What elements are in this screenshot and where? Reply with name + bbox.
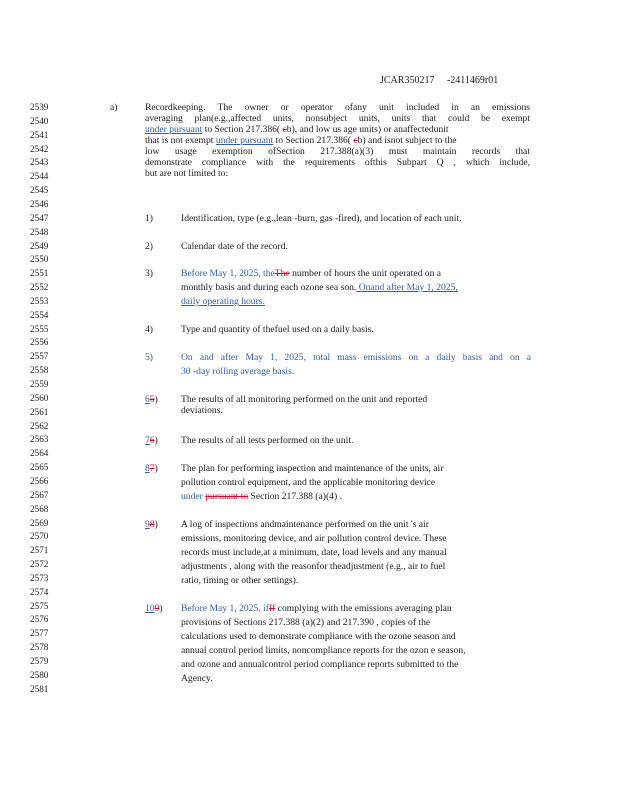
line-number: 2572	[30, 559, 49, 570]
item-text: ratio, timing or other settings).	[181, 575, 299, 586]
item-text: monthly basis and during each ozone sea son. Onand after May 1, 2025,	[181, 282, 458, 293]
inserted-text: under pursuant	[215, 135, 274, 146]
item-text	[181, 296, 265, 307]
line-number: 2545	[30, 185, 49, 196]
item-text: A log of inspections andmaintenance performed on the unit 's air	[181, 519, 429, 530]
line-number: 2542	[30, 143, 49, 154]
document-header	[380, 75, 498, 86]
line-number: 2573	[30, 572, 49, 583]
line-number: 2578	[30, 642, 49, 653]
item-text: 30 -day rolling average basis.	[181, 366, 295, 377]
item-number: 76)	[145, 435, 158, 446]
line-number: 2566	[30, 475, 49, 486]
deleted-text: If	[268, 603, 276, 614]
item-number: 109)	[145, 603, 163, 614]
inserted-text: Before May 1, 2025, if	[181, 603, 269, 614]
line-number: 2568	[30, 503, 49, 514]
item-text: provisions of Sections 217.388 (a)(2) and 217.390 , copies of the	[181, 617, 431, 628]
line-number: 2554	[30, 309, 49, 320]
item-text: records must include,at a minimum, date, load levels and any manual	[181, 547, 447, 558]
line-number: 2561	[30, 406, 49, 417]
item-text: Calendar date of the record.	[181, 241, 288, 252]
line-number: 2579	[30, 656, 49, 666]
item-text: under pursuant to Section 217.388 (a)(4) .	[181, 491, 342, 502]
line-number: 2546	[30, 198, 49, 209]
item-number: 87)	[145, 463, 158, 474]
item-number: 5)	[145, 352, 153, 363]
line-number: 2576	[30, 614, 49, 625]
line-number: 2541	[30, 129, 49, 140]
line-number: 2565	[30, 462, 49, 473]
item-text: emissions, monitoring device, and air pollution control device. These	[181, 533, 447, 544]
line-number: 2556	[30, 337, 49, 348]
inserted-text: under pursuant	[145, 124, 203, 135]
line-number: 2547	[30, 212, 49, 223]
line-number: 2555	[30, 323, 49, 334]
line-number: 2567	[30, 489, 49, 500]
section-marker: a)	[110, 102, 118, 113]
item-text: Identification, type (e.g.,lean -burn, gas -fired), and location of each unit.	[181, 213, 462, 224]
line-number: 2581	[30, 683, 49, 694]
item-number: 4)	[145, 324, 153, 335]
inserted-text: under	[181, 491, 206, 502]
item-number: 3)	[145, 268, 153, 279]
item-text: The results of all monitoring performed on the unit and reported	[181, 394, 428, 405]
intro-line: but are not limited to:	[145, 168, 229, 179]
deleted-text: c	[353, 135, 358, 146]
line-number: 2580	[30, 669, 49, 680]
line-number: 2577	[30, 628, 49, 639]
line-number: 2557	[30, 351, 49, 362]
item-text: The plan for performing inspection and maintenance of the units, air	[181, 463, 444, 474]
deleted-text: pursuant to	[205, 491, 249, 502]
intro-line: that is not exempt under pursuant to Section 217.386( cb) and isnot subject to the	[145, 135, 457, 146]
intro-line: demonstrate compliance with the requirements ofthis Subpart Q , which include,	[145, 157, 530, 168]
item-text: Before May 1, 2025, ifIf complying with the emissions averaging plan	[181, 603, 452, 614]
line-number: 2560	[30, 392, 49, 403]
line-number: 2569	[30, 517, 49, 528]
line-number: 2540	[30, 115, 49, 126]
item-number: 1)	[145, 213, 153, 224]
item-text: Agency.	[181, 673, 213, 684]
line-number: 2549	[30, 240, 49, 251]
intro-line: Recordkeeping. The owner or operator ofany unit included in an emissions	[145, 102, 530, 113]
item-text: adjustments , along with the reasonfor theadjustment (e.g., air to fuel	[181, 561, 446, 572]
inserted-text: Onand after May 1, 2025,	[356, 282, 458, 293]
line-number: 2571	[30, 545, 49, 556]
intro-line: low usage exemption ofSection 217.388(a)(3) must maintain records that	[145, 146, 530, 157]
item-number: 65)	[145, 394, 158, 405]
line-number: 2562	[30, 420, 49, 431]
item-text: and ozone and annualcontrol period compliance reports submitted to the	[181, 659, 459, 670]
item-text: The results of all tests performed on the unit.	[181, 435, 354, 446]
line-number: 2558	[30, 365, 49, 376]
line-number: 2539	[30, 102, 49, 112]
inserted-text: Before May 1, 2025, the	[181, 268, 275, 279]
inserted-text: daily operating hours.	[181, 296, 265, 307]
item-number: 98)	[145, 519, 158, 530]
item-text: On and after May 1, 2025, total mass emissions on a daily basis and on a	[181, 352, 531, 363]
line-number: 2574	[30, 586, 49, 597]
line-number: 2564	[30, 448, 49, 459]
deleted-text: The	[274, 268, 290, 279]
line-number: 2575	[30, 600, 49, 611]
item-text: Before May 1, 2025, theThe number of hours the unit operated on a	[181, 268, 442, 279]
line-number: 2559	[30, 379, 49, 389]
deleted-text: c	[282, 124, 287, 135]
doc-id: JCAR350217	[380, 75, 435, 86]
line-number: 2553	[30, 295, 49, 306]
line-number: 2544	[30, 171, 49, 182]
line-number: 2552	[30, 282, 49, 293]
line-number: 2563	[30, 434, 49, 445]
intro-line: averaging plan(e.g.,affected units, nonsubject units, units that could be exempt	[145, 113, 530, 124]
item-text: deviations.	[181, 405, 223, 416]
item-text: calculations used to demonstrate compliance with the ozone season and	[181, 631, 456, 642]
line-number: 2550	[30, 254, 49, 265]
intro-line: under pursuant to Section 217.386( cb), and low us age units) or anaffectedunit	[145, 124, 449, 135]
item-text: pollution control equipment, and the applicable monitoring device	[181, 477, 436, 488]
item-text: Type and quantity of thefuel used on a daily basis.	[181, 324, 374, 335]
item-number: 2)	[145, 241, 153, 252]
line-number: 2548	[30, 226, 49, 237]
line-number: 2551	[30, 268, 49, 279]
line-number: 2570	[30, 531, 49, 542]
item-text: annual control period limits, noncompliance reports for the ozon e season,	[181, 645, 466, 656]
line-number: 2543	[30, 157, 49, 168]
doc-revision: -2411469r01	[446, 75, 499, 86]
